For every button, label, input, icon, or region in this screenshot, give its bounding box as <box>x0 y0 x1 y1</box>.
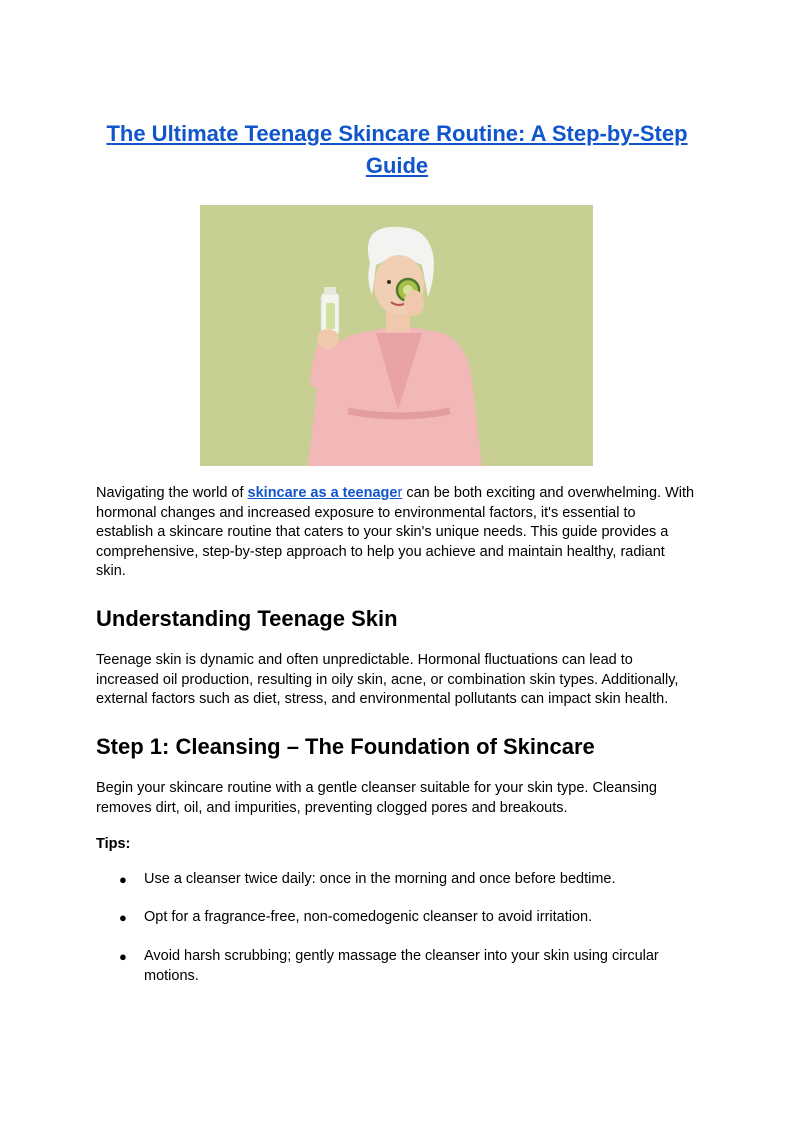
bullet-icon: ● <box>119 910 127 925</box>
skincare-teenager-link[interactable] <box>248 485 398 501</box>
link-text: skincare as a teenage <box>247 485 398 501</box>
bottle-cap <box>324 287 336 295</box>
list-item-text: Opt for a fragrance-free, non-comedogenic cleanser to avoid irritation. <box>144 909 593 925</box>
left-eye <box>387 280 391 284</box>
bottle-label <box>326 303 335 329</box>
section-heading-understanding: Understanding Teenage Skin <box>96 606 398 631</box>
bullet-icon: ● <box>119 949 127 964</box>
title-link[interactable]: The Ultimate Teenage Skincare Routine: A Step-by-Step Guide <box>106 121 688 178</box>
list-item-text: Avoid harsh scrubbing; gently massage the cleanser into your skin using circular motions. <box>144 948 659 984</box>
tips-label: Tips: <box>96 836 131 852</box>
intro-paragraph <box>96 484 696 582</box>
intro-text-start: Navigating the world of <box>96 485 248 501</box>
hero-image <box>200 205 593 466</box>
link-tail[interactable]: r <box>397 485 403 501</box>
list-item-text: Use a cleanser twice daily: once in the morning and once before bedtime. <box>144 871 616 887</box>
page-title <box>96 118 698 182</box>
left-hand <box>317 329 339 349</box>
intro-text-end: can be both exciting and overwhelming. With hormonal changes and increased exposure to environmental factors, it's essential to establish a skincare routine that caters to your skin's unique needs. This guide provides a comprehensive, step-by-step approach to help you achieve and maintain healthy, radiant skin. <box>96 485 695 580</box>
list-item <box>119 947 684 986</box>
list-item <box>119 908 684 928</box>
section-body-cleansing: Begin your skincare routine with a gentle cleanser suitable for your skin type. Cleansing removes dirt, oil, and impurities, preventing clogged pores and breakouts. <box>96 780 657 816</box>
bullet-icon: ● <box>119 872 127 887</box>
section-body-understanding: Teenage skin is dynamic and often unpredictable. Hormonal fluctuations can lead to increased oil production, resulting in oily skin, acne, or combination skin types. Additionally, external factors such as diet, stress, and environmental pollutants can impact skin health. <box>96 652 679 708</box>
section-heading-cleansing: Step 1: Cleansing – The Foundation of Skincare <box>96 734 595 759</box>
right-hand <box>404 290 424 316</box>
list-item <box>119 870 684 890</box>
hero-illustration <box>200 205 593 466</box>
